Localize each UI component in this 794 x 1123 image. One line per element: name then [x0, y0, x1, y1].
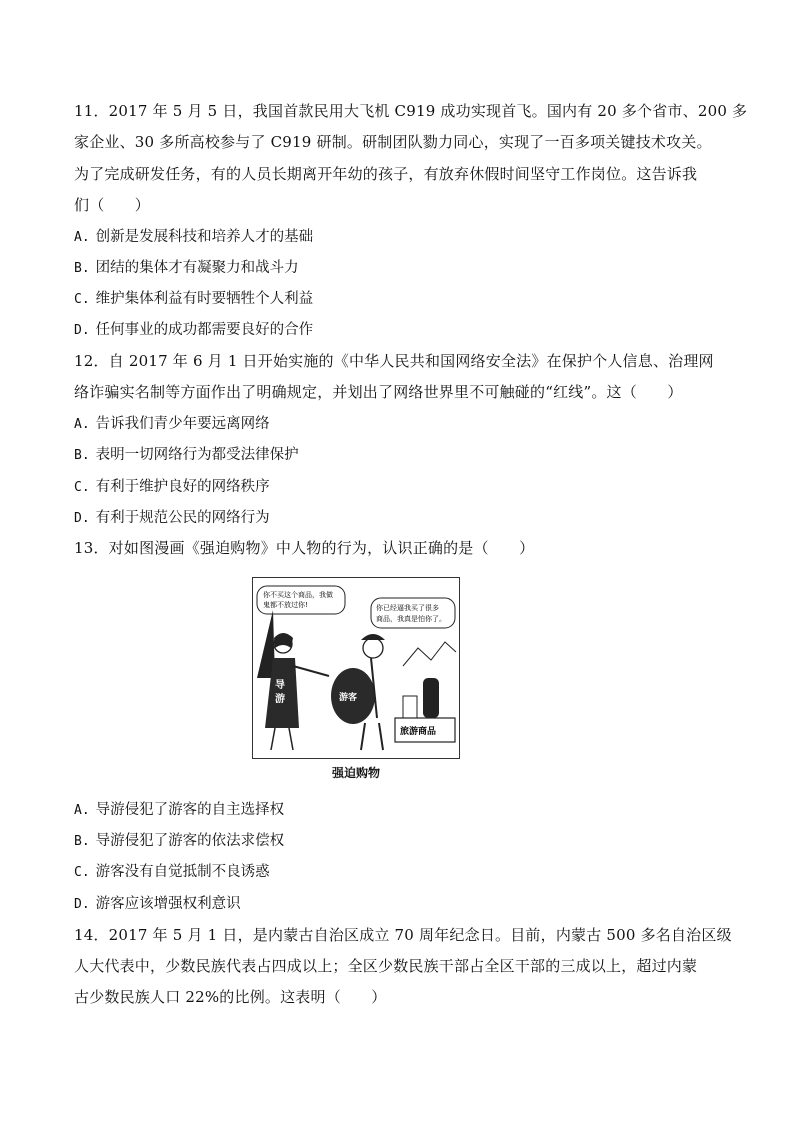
tourist-head	[363, 638, 383, 658]
q12-option-a: A. 告诉我们青少年要远离网络	[74, 416, 270, 432]
q11-line-3: 为了完成研发任务，有的人员长期离开年幼的孩子，有放弃休假时间坚守工作岗位。这告诉我	[74, 165, 698, 183]
bubble-right-line-2: 商品，我真是怕你了。	[376, 615, 446, 623]
q14-line-3: 古少数民族人口 22%的比例。这表明（ ）	[74, 988, 387, 1006]
q11-line-4: 们（ ）	[74, 196, 151, 214]
q13-option-a: A. 导游侵犯了游客的自主选择权	[74, 802, 285, 818]
mountains	[403, 642, 456, 666]
tourist-label: 游客	[339, 693, 358, 703]
q14-line-1: 14．2017 年 5 月 1 日，是内蒙古自治区成立 70 周年纪念日。目前，内蒙古 500 多名自治区级	[74, 926, 732, 944]
q11-option-a: A. 创新是发展科技和培养人才的基础	[74, 229, 314, 245]
bubble-left-line-2: 鬼都不放过你!	[263, 601, 308, 609]
q11-option-c: C. 维护集体利益有时要牺牲个人利益	[74, 291, 314, 307]
guide-label-2: 游	[275, 694, 285, 705]
guide-pointing-arm	[293, 666, 329, 676]
cartoon-figure	[252, 577, 460, 759]
q11-option-d: D. 任何事业的成功都需要良好的合作	[74, 322, 314, 338]
q11-option-b: B. 团结的集体才有凝聚力和战斗力	[74, 260, 299, 276]
cartoon-illustration	[253, 578, 458, 757]
q12-option-c: C. 有利于维护良好的网络秩序	[74, 479, 270, 495]
speech-bubble-right	[371, 598, 455, 628]
q13-option-d: D. 游客应该增强权利意识	[74, 896, 241, 912]
q11-line-1: 11．2017 年 5 月 5 日，我国首款民用大飞机 C919 成功实现首飞。国内有 20 多个省市、200 多	[74, 102, 748, 120]
q13-option-b: B. 导游侵犯了游客的依法求偿权	[74, 833, 285, 849]
q12-option-d: D. 有利于规范公民的网络行为	[74, 510, 270, 526]
goods-item-vase	[423, 678, 439, 718]
q12-line-2: 络诈骗实名制等方面作出了明确规定，并划出了网络世界里不可触碰的“红线”。这（ ）	[74, 383, 683, 401]
q13-line-1: 13．对如图漫画《强迫购物》中人物的行为，认识正确的是（ ）	[74, 539, 535, 557]
figure-caption: 强迫购物	[331, 766, 380, 780]
goods-label: 旅游商品	[400, 727, 437, 737]
goods-item-box	[403, 696, 417, 718]
tourist-leg-right	[379, 723, 383, 750]
guide-leg-right	[289, 728, 293, 750]
bubble-left-line-1: 你不买这个商品，我做	[263, 591, 333, 599]
q13-option-c: C. 游客没有自觉抵制不良诱惑	[74, 864, 270, 880]
q11-line-2: 家企业、30 多所高校参与了 C919 研制。研制团队勠力同心，实现了一百多项关键技术攻关。	[74, 133, 712, 151]
tourist-leg-left	[361, 723, 365, 750]
q14-line-2: 人大代表中，少数民族代表占四成以上；全区少数民族干部占全区干部的三成以上，超过内蒙	[74, 957, 698, 975]
bubble-right-line-1: 你已经逼我买了很多	[376, 604, 439, 612]
guide-leg-left	[271, 728, 275, 750]
q12-line-1: 12．自 2017 年 6 月 1 日开始实施的《中华人民共和国网络安全法》在保护个人信息、治理网	[74, 352, 714, 370]
guide-label-1: 导	[275, 680, 285, 691]
q12-option-b: B. 表明一切网络行为都受法律保护	[74, 447, 299, 463]
tourist-cap	[361, 634, 385, 640]
